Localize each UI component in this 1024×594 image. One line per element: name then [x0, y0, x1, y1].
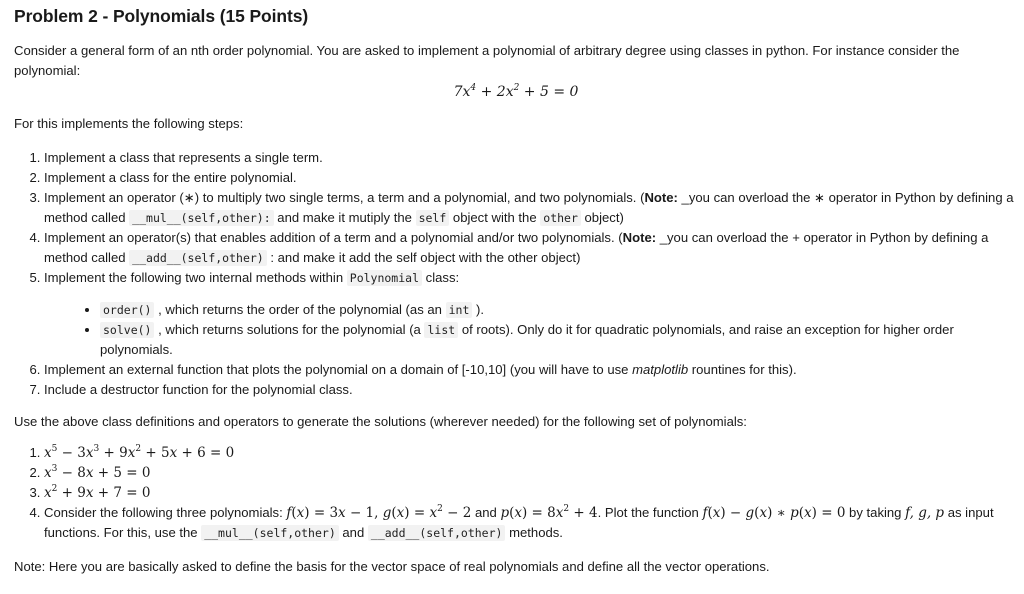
steps-list — [14, 148, 1018, 400]
polynomial-3: 3. $x^2 + 9x + 7 = 0$ — [44, 483, 1018, 503]
problem-title: Problem 2 - Polynomials (15 Points) — [14, 6, 309, 26]
step-7: 7. Include a destructor function for the polynomial class. — [44, 380, 1018, 400]
bullet-solve: • solve() , which returns solutions for the polynomial (a list of roots). Only do it for quadratic polynomials, and raise an exception for higher order polynomials. — [100, 320, 1018, 360]
solve-code: solve() — [100, 322, 154, 338]
add-code-2: __add__(self,other) — [368, 525, 506, 541]
add-code: __add__(self,other) — [129, 250, 267, 266]
steps-intro: For this implements the following steps: — [14, 116, 244, 131]
intro-paragraph: Consider a general form of an nth order polynomial. You are asked to implement a polynomial of arbitrary degree using classes in python. For instance consider the polynomial: — [14, 43, 960, 78]
polynomial-4: 4. Consider the following three polynomials: f(x) = 3x − 1, $g(x) = x^2 - 2$ and $p(x) = 8x^2 + 4$. Plot the function f(x) − g(x) ∗ p(x) = 0 by taking f, g, p as input functions. For this, use the __mul__(self,other) and __add__(self,other) methods. — [44, 503, 1018, 543]
example-equation: $7x^4 + 2x^2 + 5 = 0$ — [453, 83, 579, 100]
step-1: 1. Implement a class that represents a single term. — [44, 148, 1018, 168]
step-4: 4. Implement an operator(s) that enables addition of a term and a polynomial and/or two polynomials. (Note: _you can overload the + operator in Python by defining a method called __add__(self,other) : and make it add the self object with the other object) — [44, 228, 1018, 268]
final-note: Note: Here you are basically asked to define the basis for the vector space of real polynomials and define all the vector operations. — [14, 559, 770, 574]
use-paragraph: Use the above class definitions and operators to generate the solutions (wherever needed) for the following set of polynomials: — [14, 414, 747, 429]
problem-document — [14, 3, 1018, 577]
list-code: list — [424, 322, 458, 338]
mul-code: __mul__(self,other): — [129, 210, 273, 226]
order-code: order() — [100, 302, 154, 318]
methods-list — [44, 300, 1018, 360]
step-5: 5. Implement the following two internal methods within Polynomial class: • order() , which returns the order of the polynomial (as an int ). • solve() , which returns solutions for the polynomial (a list of roots). Only do it for quadratic polynomials, and raise an exception for higher order polynomials. — [44, 268, 1018, 360]
polynomial-code: Polynomial — [347, 270, 422, 286]
polynomials-list — [14, 443, 1018, 543]
mul-code-2: __mul__(self,other) — [201, 525, 339, 541]
other-code: other — [540, 210, 581, 226]
polynomial-2: 2. $x^3 - 8x + 5 = 0$ — [44, 463, 1018, 483]
polynomial-1: 1. $x^5 - 3x^3 + 9x^2 + 5x + 6 = 0$ — [44, 443, 1018, 463]
step-2: 2. Implement a class for the entire polynomial. — [44, 168, 1018, 188]
bullet-order: • order() , which returns the order of the polynomial (as an int ). — [100, 300, 1018, 320]
int-code: int — [446, 302, 473, 318]
step-6: 6. Implement an external function that plots the polynomial on a domain of [-10,10] (you will have to use matplotlib rountines for this). — [44, 360, 1018, 380]
self-code: self — [416, 210, 450, 226]
step-3: 3. Implement an operator (∗) to multiply two single terms, a term and a polynomial, and two polynomials. (Note: _you can overload the ∗ operator in Python by defining a method called __mul__(self,other): and make it mutiply the self object with the other object) — [44, 188, 1018, 228]
